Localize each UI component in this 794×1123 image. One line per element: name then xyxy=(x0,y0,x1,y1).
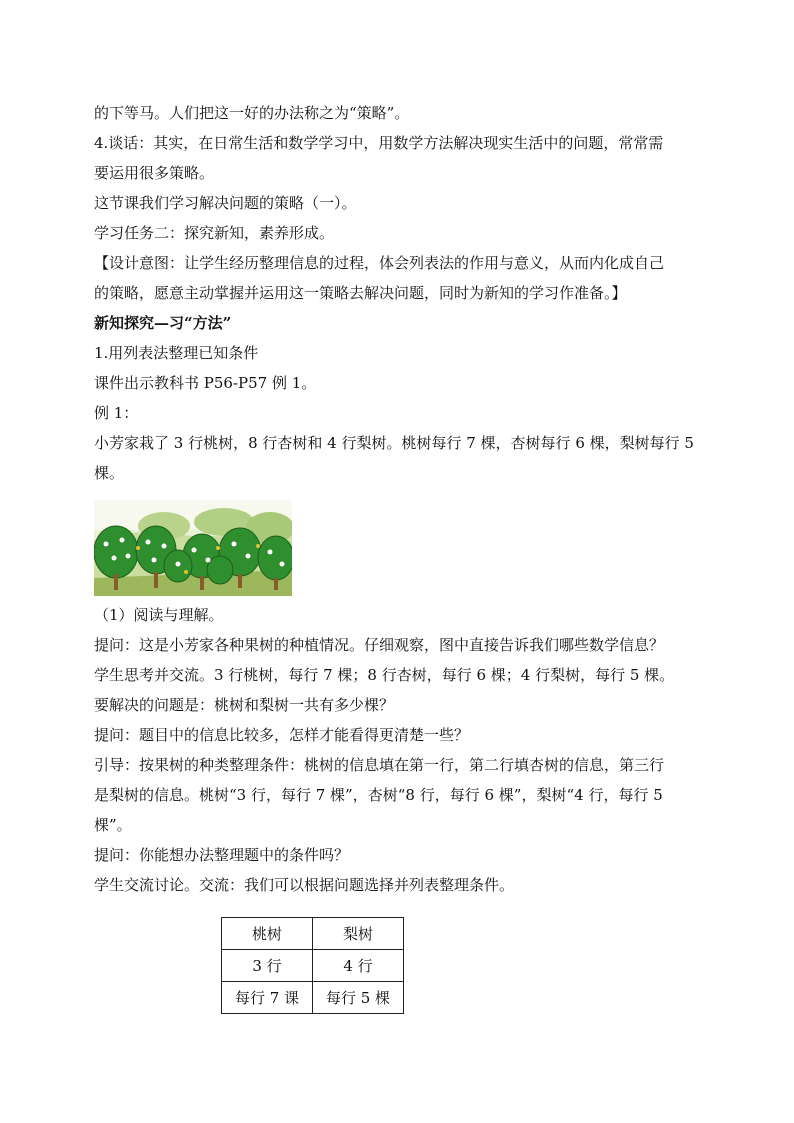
paragraph: 学生思考并交流。3 行桃树，每行 7 棵；8 行杏树，每行 6 棵；4 行梨树，每行 5 棵。 xyxy=(94,666,675,684)
conditions-table xyxy=(221,917,404,1014)
table-header-cell: 梨树 xyxy=(313,918,404,950)
paragraph: 棵”。 xyxy=(94,816,132,834)
section-heading: 新知探究—习“方法” xyxy=(94,314,232,332)
design-intent: 【设计意图：让学生经历整理信息的过程，体会列表法的作用与意义，从而内化成自己 xyxy=(94,254,665,272)
design-intent-cont: 的策略，愿意主动掌握并运用这一策略去解决问题，同时为新知的学习作准备。】 xyxy=(94,284,627,302)
sub-heading: （1）阅读与理解。 xyxy=(94,606,224,624)
example-label: 例 1： xyxy=(94,404,139,422)
document-body xyxy=(94,98,714,900)
paragraph: 的下等马。人们把这一好的办法称之为“策略”。 xyxy=(94,104,410,122)
table-header-cell: 桃树 xyxy=(222,918,313,950)
paragraph: 要解决的问题是：桃树和梨树一共有多少棵？ xyxy=(94,696,395,714)
paragraph: 4.谈话：其实，在日常生活和数学学习中，用数学方法解决现实生活中的问题，常常需 xyxy=(94,134,664,152)
example-text: 小芳家栽了 3 行桃树，8 行杏树和 4 行梨树。桃树每行 7 棵，杏树每行 6 棵，梨树每行 5 xyxy=(94,434,694,452)
table-cell: 每行 5 棵 xyxy=(313,982,404,1014)
paragraph: 引导：按果树的种类整理条件：桃树的信息填在第一行，第二行填杏树的信息，第三行 xyxy=(94,756,665,774)
paragraph: 这节课我们学习解决问题的策略（一）。 xyxy=(94,194,357,212)
paragraph: 1.用列表法整理已知条件 xyxy=(94,344,259,362)
table-row xyxy=(222,982,404,1014)
paragraph: 提问：你能想办法整理题中的条件吗？ xyxy=(94,846,350,864)
table-row xyxy=(222,950,404,982)
table-header-row xyxy=(222,918,404,950)
paragraph: 学生交流讨论。交流：我们可以根据问题选择并列表整理条件。 xyxy=(94,876,515,894)
example-text-cont: 棵。 xyxy=(94,464,125,482)
paragraph: 课件出示教科书 P56-P57 例 1。 xyxy=(94,374,317,392)
task-heading: 学习任务二：探究新知，素养形成。 xyxy=(94,224,335,242)
table-cell: 每行 7 课 xyxy=(222,982,313,1014)
paragraph: 提问：这是小芳家各种果树的种植情况。仔细观察，图中直接告诉我们哪些数学信息？ xyxy=(94,636,665,654)
paragraph: 要运用很多策略。 xyxy=(94,164,215,182)
orchard-illustration xyxy=(94,500,292,596)
paragraph: 提问：题目中的信息比较多，怎样才能看得更清楚一些？ xyxy=(94,726,470,744)
table-cell: 3 行 xyxy=(222,950,313,982)
table-cell: 4 行 xyxy=(313,950,404,982)
paragraph: 是梨树的信息。桃树“3 行，每行 7 棵”，杏树“8 行，每行 6 棵”，梨树“4 行，每行 5 xyxy=(94,786,663,804)
